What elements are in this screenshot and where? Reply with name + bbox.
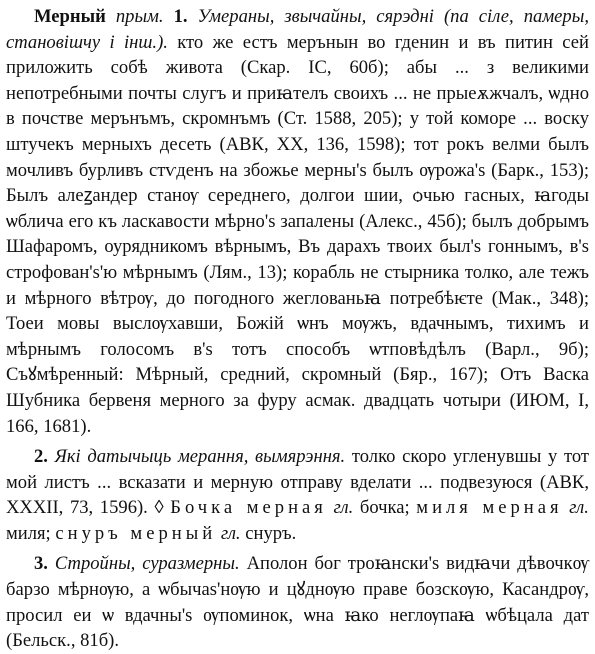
sense-gloss: Які датычыць мерання, вымярэння. [54, 446, 346, 468]
sense-number: 2. [34, 446, 48, 468]
cross-ref-target: снуръ. [245, 522, 297, 544]
sense-1-paragraph [6, 4, 589, 439]
sense-citations: Аполон бог троꙗнски's видꙗчи дѣвочкѹ барзо мѣрнѹю, а ѡбычаѕ'нѹю и цꙋднѹю праве бозскѹю, Касандрѹ, просил еи ѡ вдачны's ѹпоминок, ѡна ꙗко неглѹпаꙗ ѡбѣцала дат (Бельск., 81б). [6, 553, 590, 652]
phraseology-marker: ◊ [154, 497, 164, 519]
sense-gloss: Стройны, суразмерны. [54, 553, 240, 575]
headword: Мерный [34, 6, 106, 27]
sense-2-paragraph [6, 444, 589, 546]
sense-citations: толко скоро угленувшы у тот мой листъ ... всказати и мерную отправу вделати ... подвезуюся (АВК, XXXII, 73, 1596). [6, 446, 590, 519]
sense-citations: кто же естъ мерънын во гденин и въ питин сей приложить собѣ живота (Скар. ІС, 60б); абы ... з великими непотребными почты слугъ и приꙗтелъ своихъ ... не прыеѫжчалъ, ѡдно в почстве мерънъмъ, скромнъмъ (Ст. 1588, 205); у той коморе ... воску штучекъ мерныхъ десеть (АВК, XX, 136, 1598); тот рокъ велми былъ мочливъ бурливъ стѵденъ на збожье мерны's былъ ѹрожа's (Барк., 153); Былъ алеꙁандер станѹ середнего, долгои шии, ѻчью гасных, ꙗгоды ѡблича его къ ласкавости мѣрно's запалены (Алекс., 45б); былъ добрымъ Шафаромъ, оурядникомъ вѣрнымъ, Въ дарахъ твоих был's гоннымъ, в's строфован's'ю мѣрнымъ (Лям., 13); корабль не стырника толко, але тежъ и мѣрного вѣтрѹ, до погодного жеглованьꙗ потребѣѥте (Мак., 348); Тоеи мовы выслѹхавши, Божій ѡнъ мѹжъ, вдачнымъ, тихимъ и мѣрнымъ голосомъ в's тотъ способъ ѡтповѣдѣлъ (Варл., 9б); Съꙋмѣренный: Мѣрный, средний, скромный (Бяр., 167); Отъ Васка Шубника бервеня мерного за фуру асмак. двадцать чотыри (ИЮМ, І, 166, 1681). [6, 31, 589, 437]
cross-ref-label: гл. [220, 522, 241, 544]
phrase: миля мерная [416, 497, 563, 519]
sense-gloss: Умераны, звычайны, сярэдні (па сіле, памеры, становішчу і інш.). [6, 6, 589, 53]
sense-number: 1. [173, 6, 188, 27]
phrase: снуръ мерный [55, 522, 217, 544]
part-of-speech: прым. [115, 6, 164, 27]
sense-3-paragraph [6, 551, 589, 653]
sense-number: 3. [34, 553, 48, 575]
phrase: Бочка мерная [170, 497, 327, 519]
cross-ref-label: гл. [333, 497, 354, 519]
cross-ref-target: бочка; [359, 497, 410, 519]
cross-ref-target: миля; [6, 522, 51, 544]
cross-ref-label: гл. [569, 497, 589, 519]
